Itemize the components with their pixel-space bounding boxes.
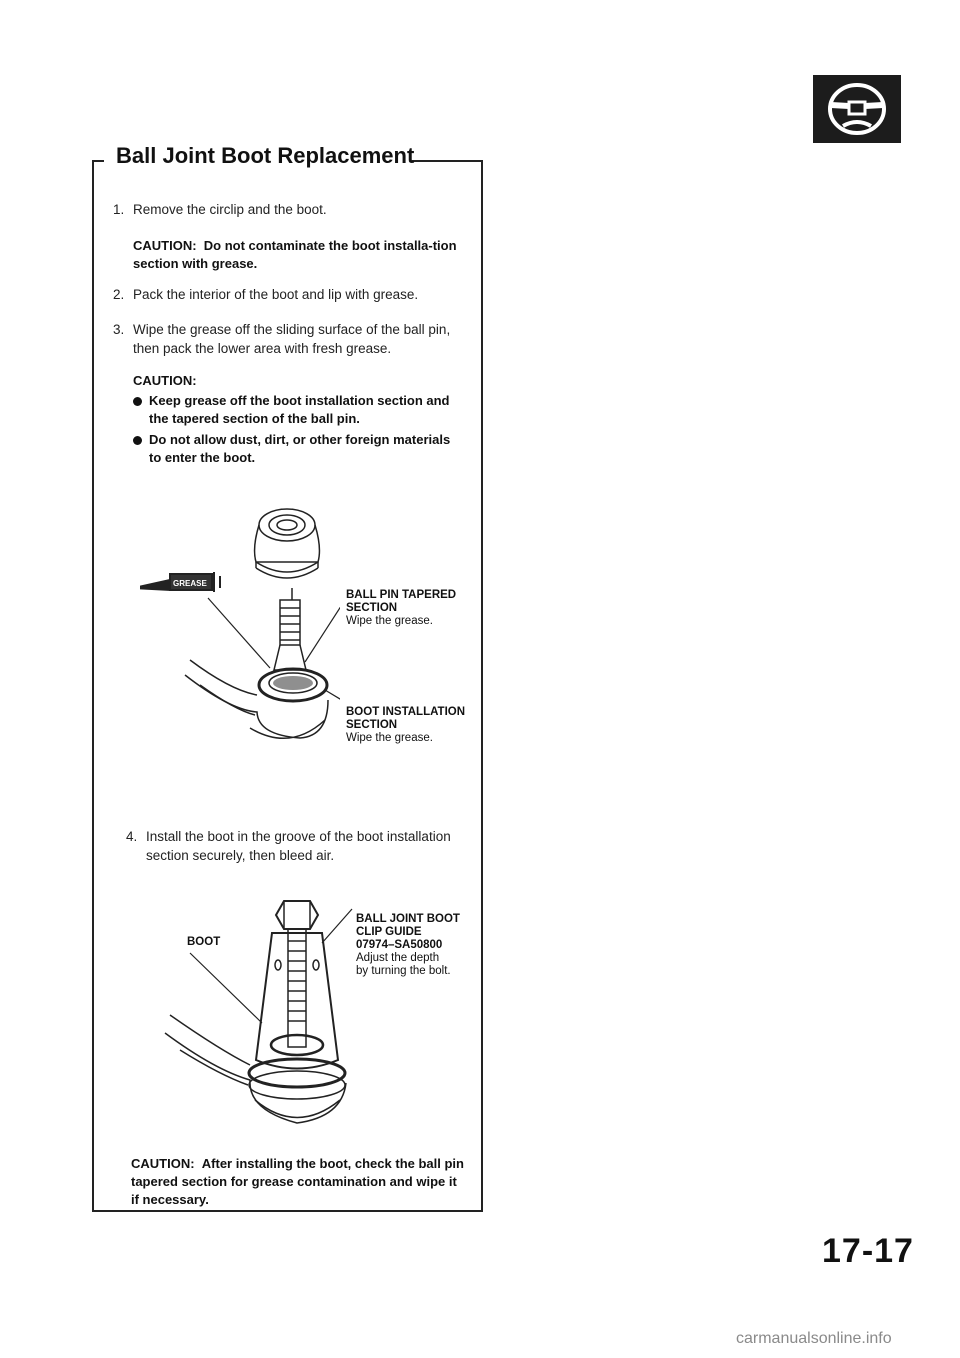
page-number: 17-17 — [822, 1232, 914, 1270]
caution-1: CAUTION: Do not contaminate the boot installa-tion section with grease. — [133, 238, 457, 271]
ball-joint-figure — [140, 490, 340, 770]
footer-watermark: carmanualsonline.info — [736, 1330, 892, 1347]
step-1: 1. Remove the circlip and the boot. — [113, 202, 327, 217]
boot-installation-label: BOOT INSTALLATION SECTION Wipe the grease. — [346, 706, 466, 744]
step-4: 4. Install the boot in the groove of the boot installation section securely, then bleed air. — [126, 829, 451, 863]
caution-bullet: Do not allow dust, dirt, or other foreign materials to enter the boot. — [133, 431, 465, 467]
steering-wheel-icon — [813, 75, 901, 143]
clip-guide-label: BALL JOINT BOOT CLIP GUIDE 07974–SA50800 Adjust the depth by turning the bolt. — [356, 913, 460, 977]
ball-pin-tapered-label: BALL PIN TAPERED SECTION Wipe the grease. — [346, 589, 457, 627]
section-tab — [813, 75, 901, 143]
caution-3: CAUTION: After installing the boot, check the ball pin tapered section for grease contamination and wipe it if necessary. — [131, 1156, 464, 1207]
grease-label: GREASE — [173, 579, 207, 588]
caution-bullet: Keep grease off the boot installation section and the tapered section of the ball pin. — [133, 392, 465, 428]
step-3: 3. Wipe the grease off the sliding surface of the ball pin, then pack the lower area with fresh grease. — [113, 322, 451, 356]
step-2: 2. Pack the interior of the boot and lip with grease. — [113, 287, 419, 302]
clip-guide-figure — [160, 895, 360, 1155]
caution-2: CAUTION: Keep grease off the boot installation section and the tapered section of the ball pin. Do not allow dust, dirt, or other foreign materials to enter the boot. — [133, 372, 465, 467]
page-title: Ball Joint Boot Replacement — [116, 143, 415, 168]
boot-label: BOOT — [187, 936, 221, 948]
